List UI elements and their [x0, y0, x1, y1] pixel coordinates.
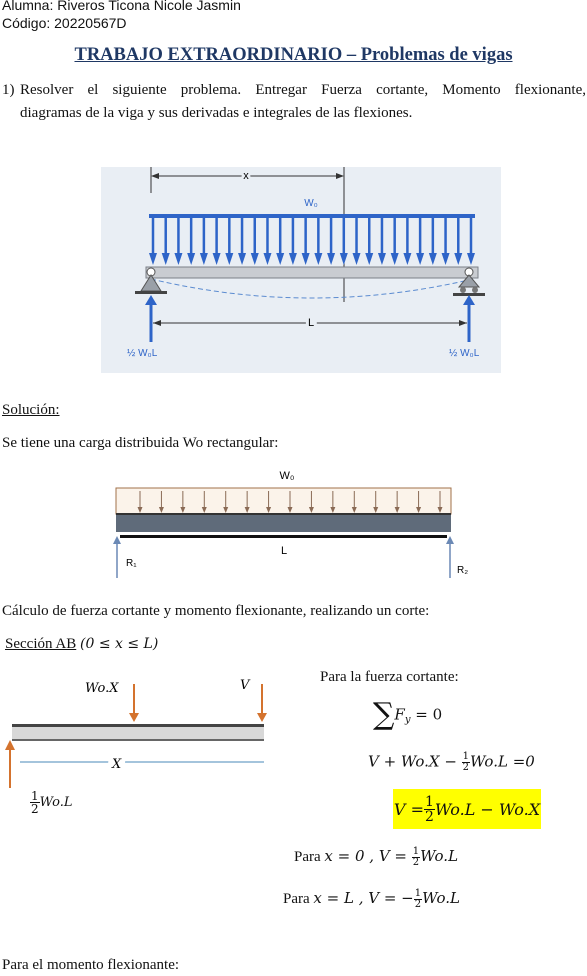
right-reaction-label: ½ W₀L [449, 348, 480, 359]
solution-heading: Solución: [2, 402, 60, 418]
equilibrium-equation [373, 697, 442, 732]
sum-variable: F [394, 705, 405, 724]
case2-half-den: 2 [414, 899, 422, 911]
case1-label: Para [294, 849, 325, 865]
shear-case-x0 [294, 847, 458, 868]
load-arrow-head [340, 253, 348, 265]
load-arrow-head [238, 253, 246, 265]
x-length-label: X [112, 757, 122, 772]
problem-number: 1) [2, 82, 15, 98]
shear-equation [368, 752, 535, 773]
shear-eq-part-b: Wo.L =0 [470, 752, 535, 771]
cut-section-figure [0, 672, 275, 792]
shear-case-xL [283, 889, 460, 910]
case2-rhs: Wo.L [422, 889, 461, 907]
case1-condition: x = 0 , V = [324, 847, 412, 865]
result-half-num: 1 [424, 793, 434, 810]
reaction-label [30, 790, 72, 815]
load-arrow-head [403, 253, 411, 265]
load-arrow-head [174, 253, 182, 265]
load-arrow-head [442, 253, 450, 265]
x-dimension-label: x [243, 169, 249, 182]
sum-symbol: ∑ [373, 697, 395, 732]
beam-figure-1 [101, 167, 501, 373]
half-den: 2 [462, 762, 470, 773]
student-code: Código: 20220567D [2, 15, 127, 31]
shear-heading: Para la fuerza cortante: [320, 669, 459, 685]
case1-rhs: Wo.L [420, 847, 459, 865]
reaction-num: 1 [31, 789, 39, 803]
load-arrow-head [314, 253, 322, 265]
load-arrow-head [302, 253, 310, 265]
load-arrow-head [149, 253, 157, 265]
case1-half-num: 1 [412, 846, 420, 858]
load-arrow-head [225, 253, 233, 265]
section-range: (0 ≤ x ≤ L) [80, 636, 159, 652]
distributed-load-label: Wo.X [85, 681, 119, 696]
load-arrow-head [263, 253, 271, 265]
load-arrow-head [213, 253, 221, 265]
load-arrow-head [251, 253, 259, 265]
load-arrow-head [416, 253, 424, 265]
load-label: W₀ [304, 198, 318, 209]
load-arrow-head [276, 253, 284, 265]
shear-result-b: Wo.L − Wo.X [434, 799, 541, 819]
section-label [5, 636, 158, 653]
left-reaction-label: ½ W₀L [127, 348, 158, 359]
load-arrow-head [365, 253, 373, 265]
case2-condition: x = L , V = − [313, 889, 414, 907]
shear-eq-part-a: V + Wo.X − [368, 752, 462, 771]
page-title: TRABAJO EXTRAORDINARIO – Problemas de vigas [74, 45, 513, 65]
reaction-r1-label: R₁ [126, 558, 137, 569]
moment-heading: Para el momento flexionante: [2, 957, 180, 973]
half-num: 1 [462, 751, 470, 762]
load-arrow-head [327, 253, 335, 265]
load-label-2: W₀ [279, 470, 295, 482]
sum-rhs: = 0 [410, 705, 443, 724]
solution-intro: Se tiene una carga distribuida Wo rectangular: [2, 435, 279, 451]
load-arrow-head [162, 253, 170, 265]
case2-label: Para [283, 891, 314, 907]
problem-line-1: Resolver el siguiente problema. Entregar Fuerza cortante, Momento flexionante, [20, 82, 586, 98]
load-arrow-head [289, 253, 297, 265]
shear-result-highlight [393, 789, 541, 829]
load-arrow-head [391, 253, 399, 265]
reaction-r2-label: R₂ [457, 565, 469, 576]
shear-label: V [240, 678, 250, 693]
sum-subscript: y [404, 714, 411, 726]
load-arrow-head [429, 253, 437, 265]
length-label-2: L [280, 545, 288, 557]
case1-half-den: 2 [412, 857, 420, 869]
beam-figure-2 [110, 466, 470, 580]
load-arrow-head [187, 253, 195, 265]
load-arrow-head [378, 253, 386, 265]
length-label: L [307, 316, 315, 329]
problem-line-2: diagramas de la viga y sus derivadas e integrales de las flexiones. [20, 105, 413, 121]
case2-half-num: 1 [414, 888, 422, 900]
student-name: Alumna: Riveros Ticona Nicole Jasmin [2, 0, 241, 13]
load-arrow-head [467, 253, 475, 265]
result-half-den: 2 [424, 808, 434, 825]
section-name: Sección AB [5, 636, 77, 652]
load-arrow-head [200, 253, 208, 265]
cut-description: Cálculo de fuerza cortante y momento flexionante, realizando un corte: [2, 603, 430, 619]
shear-result-a: V = [393, 799, 424, 819]
load-arrow-head [353, 253, 361, 265]
reaction-den: 2 [31, 802, 39, 816]
reaction-text: Wo.L [39, 795, 73, 810]
load-arrow-head [454, 253, 462, 265]
